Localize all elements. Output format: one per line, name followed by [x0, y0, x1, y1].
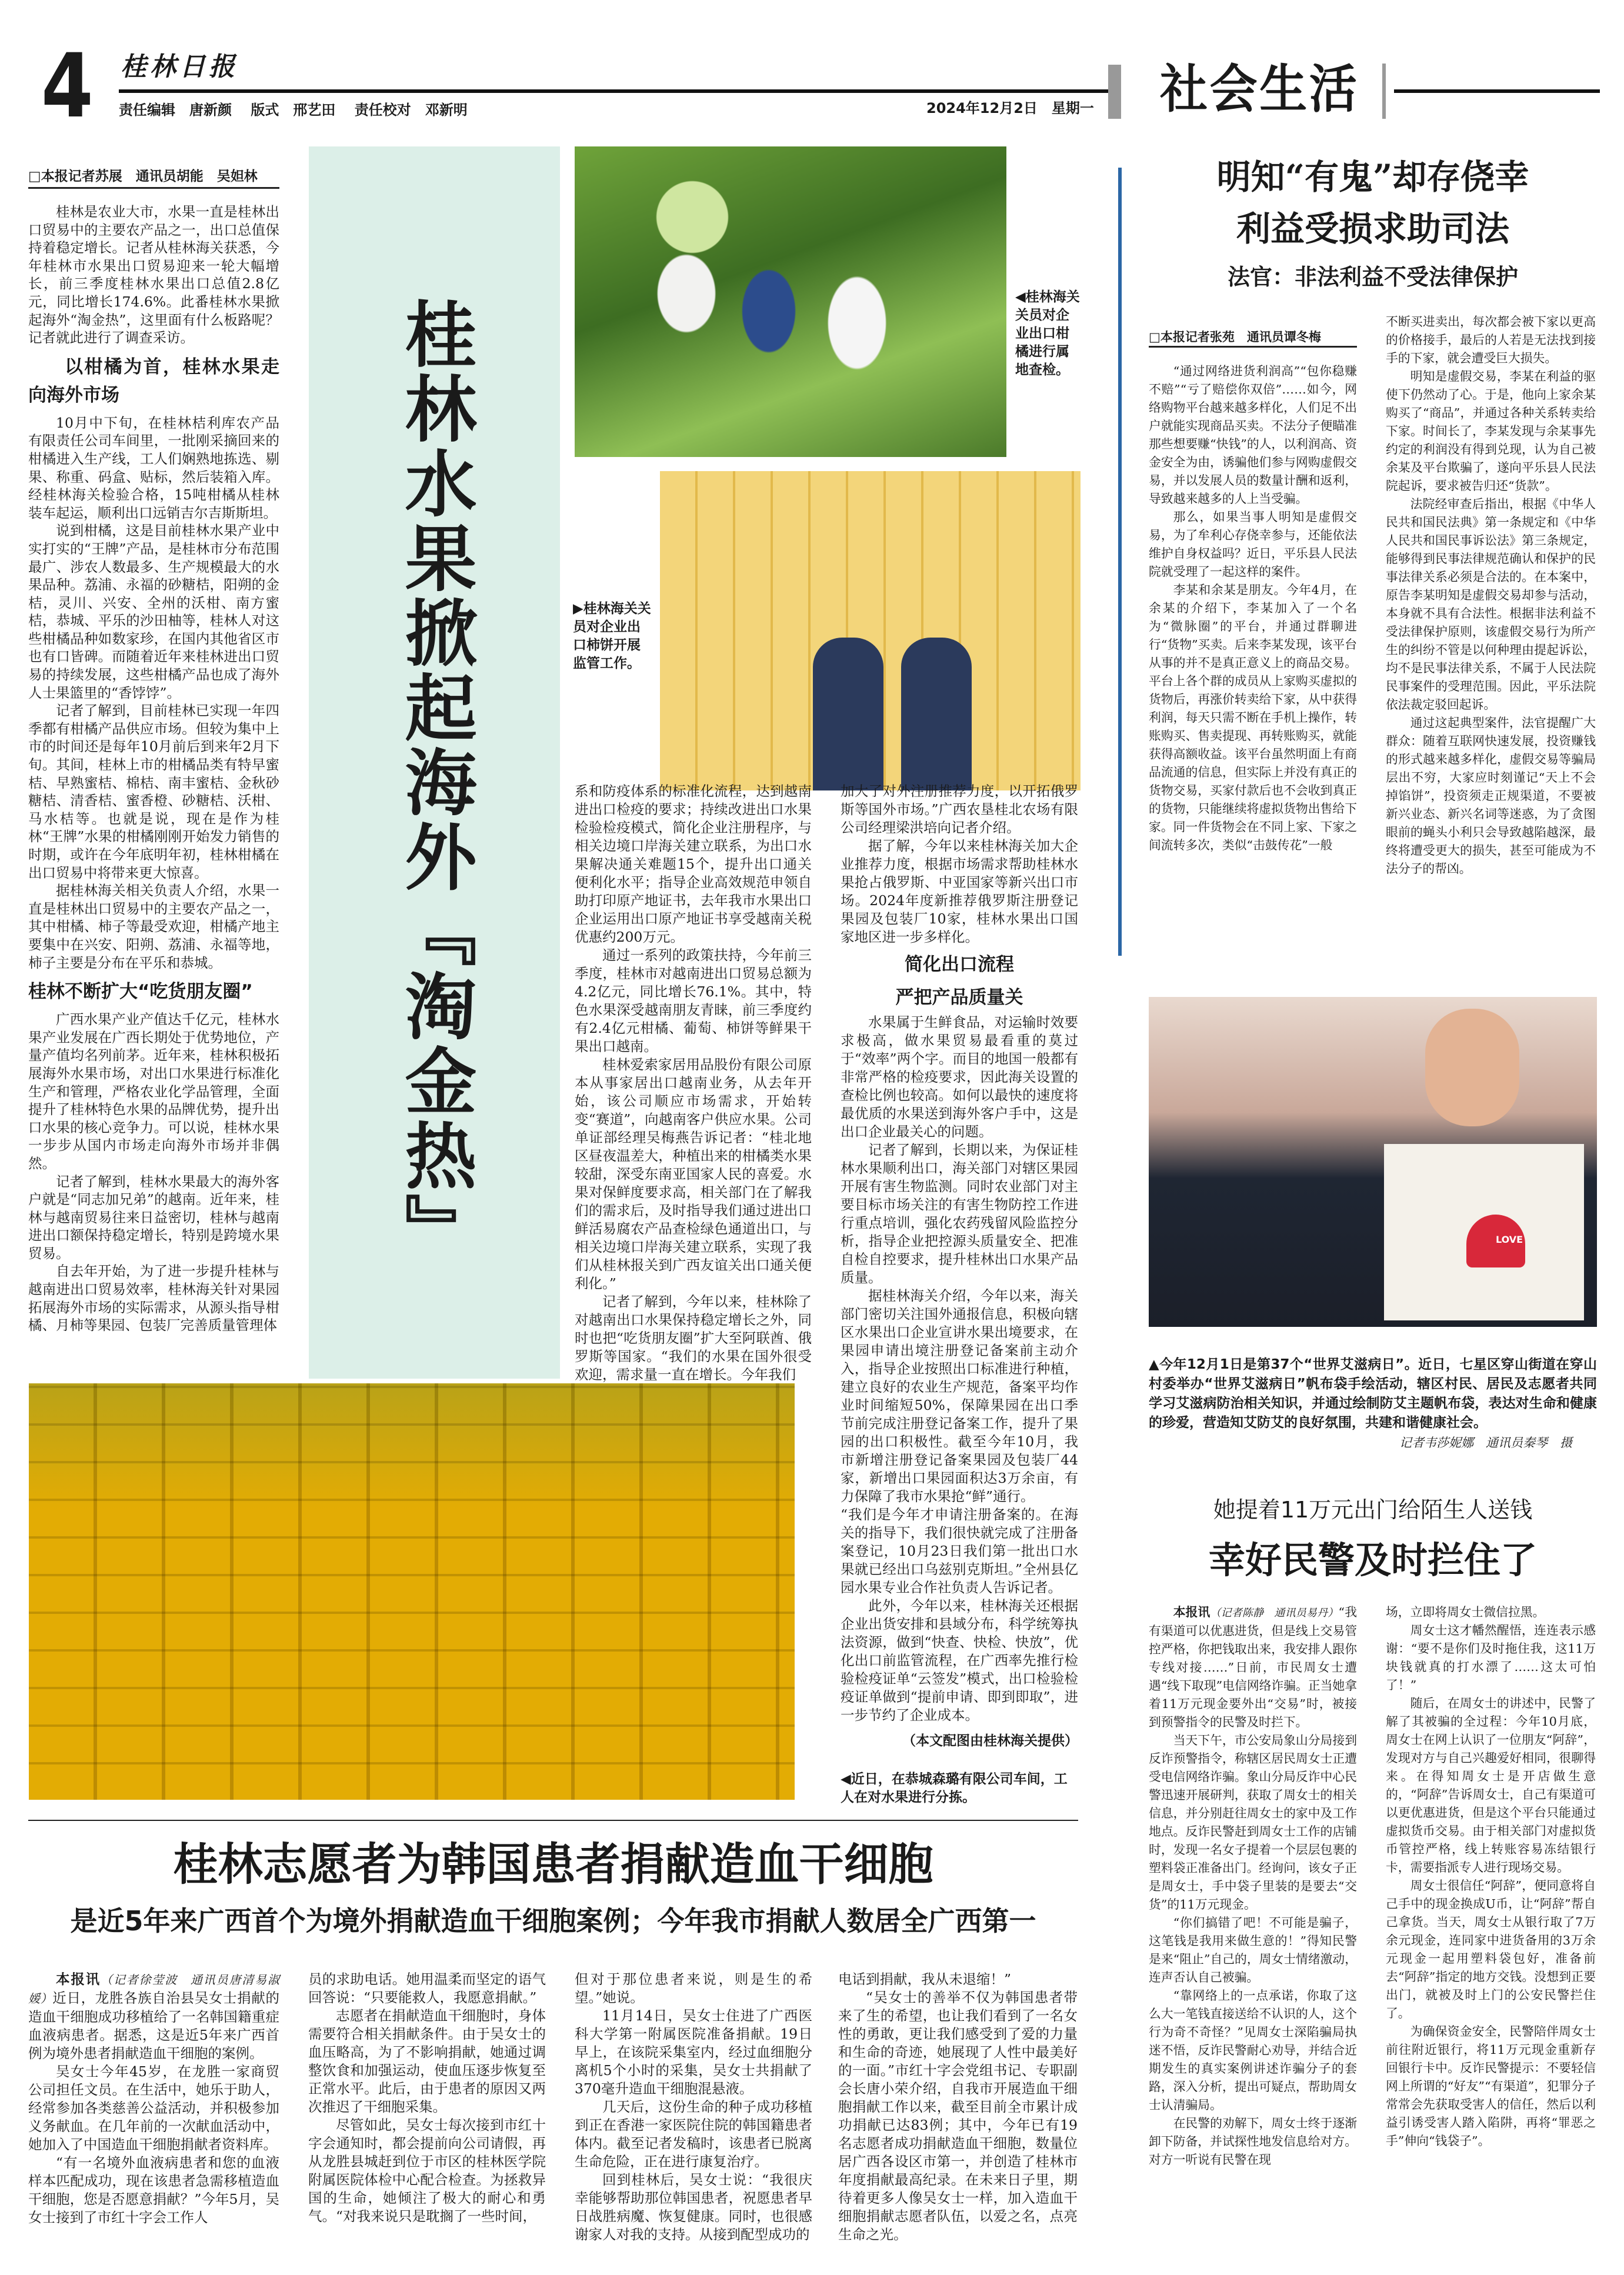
paragraph: 通过这起典型案件，法官提醒广大群众：随着互联网快速发展，投资赚钱的形式越来越多样化，虚假交易等骗局层出不穷，大家应时刻谨记“天上不会掉馅饼”，投资须走正规渠道，不要被新兴业态、新兴名词等迷惑，为了贪图眼前的蝇头小利只会导致越陷越深，最终将遭受更大的损失，甚至可能成为不法分子的帮凶。 — [1386, 716, 1596, 876]
lead-label: 本报讯 — [1173, 1605, 1211, 1619]
divider — [28, 1820, 1078, 1821]
paragraph: “靠网络上的一点承诺，你取了这么大一笔钱直接送给不认识的人，这个行为奇不奇怪？”见周女士深陷骗局执迷不悟，反诈民警耐心劝导，并结合近期发生的真实案例讲述诈骗分子的套路，深入分析，提出可疑点，帮助周女士认清骗局。 — [1149, 1989, 1357, 2112]
police-column-1-body — [1149, 1732, 1357, 2169]
paragraph: 尽管如此，吴女士每次接到市红十字会通知时，都会提前向公司请假，再从龙胜县城赶到位于市区的桂林医学院附属医院体检中心配合检查。为拯救异国的生命，她倾注了极大的耐心和勇气。“对我来说只是耽搁了一些时间， — [308, 2117, 546, 2224]
paragraph: 当天下午，市公安局象山分局接到反诈预警指令，称辖区居民周女士正遭受电信网络诈骗。象山分局反诈中心民警迅速开展研判，获取了周女士的相关信息，并分别赶往周女士的家中及工作地点。反诈民警赶到周女士工作的店铺时，发现一名女子提着一个层层包裹的塑料袋正准备出门。经询问，该女子正是周女士，手中袋子里装的是要去“交货”的11万元现金。 — [1149, 1733, 1357, 1912]
donor-column-2 — [308, 1970, 546, 2226]
donor-headline: 桂林志愿者为韩国患者捐献造血干细胞 — [173, 1838, 933, 1890]
aids-day-photo — [1149, 997, 1597, 1327]
reporters: （记者陈静 通讯员易丹） — [1210, 1607, 1339, 1619]
paragraph: 10月中下旬，在桂林桔利库农产品有限责任公司车间里，一批刚采摘回来的柑橘进入生产线，工人们娴熟地拣选、剔果、称重、码盒、贴标，然后装箱入库。经桂林海关检验合格，15吨柑橘从桂林装车起运，顺利出口远销吉尔吉斯斯坦。 — [28, 414, 279, 521]
donor-column-1 — [28, 1970, 279, 2227]
donor-column-4 — [838, 1970, 1078, 2244]
paragraph: 加大了对外注册推荐力度，以开拓俄罗斯等国外市场。”广西农垦桂北农场有限公司经理梁洪培向记者介绍。 — [841, 783, 1078, 836]
paragraph: 场，立即将周女士微信拉黑。 — [1386, 1605, 1545, 1619]
masthead-rule — [119, 89, 1108, 93]
fruit-column-b — [841, 782, 1078, 1724]
donor-column-1-body — [28, 2063, 279, 2227]
paragraph: 自去年开始，为了进一步提升桂林与越南进出口贸易效率，桂林海关针对果园拓展海外市场的实际需求，从源头指导柑橘、月柿等果园、包装厂完善质量管理体 — [28, 1263, 279, 1334]
photo-caption: ◀桂林海关关员对企业出口柑橘进行属地查检。 — [1015, 289, 1080, 378]
warehouse-inspection-photo — [660, 471, 1081, 790]
police-column-2 — [1386, 1603, 1596, 2150]
paragraph: 员的求助电话。她用温柔而坚定的语气回答说：“只要能救人，我愿意捐献。” — [308, 1971, 546, 2006]
person-face — [1425, 1009, 1519, 1126]
orchard-inspection-photo — [575, 146, 1006, 457]
fruit-headline: 桂林水果掀起海外『淘金热』 — [393, 296, 476, 1268]
paragraph: 那么，如果当事人明知是虚假交易，为了牟利心存侥幸参与，还能依法维护自身权益吗？近日，平乐县人民法院就受理了一起这样的案件。 — [1149, 510, 1357, 579]
issue-date: 2024年12月2日 星期一 — [926, 100, 1094, 116]
donor-subheadline: 是近5年来广西首个为境外捐献造血干细胞案例；今年我市捐献人数居全广西第一 — [70, 1905, 1036, 1937]
paragraph: 几天后，这份生命的种子成功移植到正在香港一家医院住院的韩国籍患者体内。截至记者发稿时，该患者已脱离生命危险，正在进行康复治疗。 — [575, 2099, 812, 2170]
section-bar — [1382, 64, 1386, 119]
law-headline: 利益受损求助司法 — [1236, 209, 1509, 249]
paragraph: “吴女士的善举不仅为韩国患者带来了生的希望，也让我们看到了一名女性的勇敢，更让我们感受到了爱的力量和生命的奇迹，她展现了人性中最美好的一面。”市红十字会党组书记、专职副会长唐小荣介绍，自我市开展造血干细胞捐献工作以来，截至目前全市累计成功捐献已达83例；其中，今年已有19名志愿者成功捐献造血干细胞，数量位居广西各设区市第一，并创造了桂林市年度捐献最高纪录。在未来日子里，期待着更多人像吴女士一样，加入造血干细胞捐献志愿者队伍，以爱之名，点亮生命之光。 — [838, 1989, 1078, 2243]
editor-credit: 版式 邢艺田 — [251, 102, 336, 118]
paragraph: 近日，龙胜各族自治县吴女士捐献的造血干细胞成功移植给了一名韩国籍重症血液病患者。据悉，这是近5年来广西首例为境外患者捐献造血干细胞的案例。 — [28, 1990, 280, 2061]
paragraph: 说到柑橘，这是目前桂林水果产业中实打实的“王牌”产品，是桂林市分布范围最广、涉农人数最多、生产规模最大的水果品种。荔浦、永福的砂糖桔，阳朔的金桔，灵川、兴安、全州的沃柑、南方蜜桔，恭城、平乐的沙田柚等，桂林人对这些柑橘品种如数家珍，在国内其他省区市也有口皆碑。而随着近年来桂林进出口贸易的持续发展，这些柑橘产品也成了海外人士果篮里的“香饽饽”。 — [28, 522, 279, 701]
paragraph: 水果属于生鲜食品，对运输时效要求极高，做水果贸易最看重的莫过于“效率”两个字。而目的地国一般都有非常严格的检疫要求，因此海关设置的查检比例也较高。如何以最快的速度将最优质的水果送到海外客户手中，这是出口企业最关心的问题。 — [841, 1014, 1078, 1140]
paragraph: 吴女士今年45岁，在龙胜一家商贸公司担任文员。在生活中，她乐于助人，经常参加各类慈善公益活动，并积极参加义务献血。在几年前的一次献血活动中，她加入了中国造血干细胞捐献者资料库。 — [28, 2063, 279, 2153]
paragraph: 桂林是农业大市，水果一直是桂林出口贸易中的主要农产品之一，出口总值保持着稳定增长。记者从桂林海关获悉，今年桂林市水果出口贸易迎来一轮大幅增长，前三季度桂林水果出口总值2.8亿元，同比增长174.6%。此番桂林水果掀起海外“淘金热”，这里面有什么板路呢？记者就此进行了调查采访。 — [28, 204, 279, 346]
lead-label: 本报讯 — [56, 1971, 101, 1987]
accent-rule — [1118, 168, 1122, 956]
law-headline: 明知“有鬼”却存侥幸 — [1216, 157, 1529, 197]
paragraph: “我有渠道可以优惠进货，但是线上交易管控严格，你把钱取出来，我安排人跟你专线对接……”日前，市民周女士遭遇“线下取现”电信网络诈骗。正当她拿着11万元现金要外出“交易”时，被接到预警指令的民警及时拦下。 — [1149, 1605, 1358, 1729]
photo-credit: 记者韦莎妮娜 通讯员秦琴 摄 — [1399, 1436, 1572, 1450]
paragraph: “你们搞错了吧！不可能是骗子，这笔钱是我用来做生意的！”得知民警是来“阻止”自己的，周女士情绪激动，连声否认自己被骗。 — [1149, 1916, 1358, 1984]
photo-caption: ▲今年12月1日是第37个“世界艾滋病日”。近日，七星区穿山街道在穿山村委举办“世界艾滋病日”帆布袋手绘活动，辖区村民、居民及志愿者共同学习艾滋病防治相关知识，并通过绘制防艾主题帆布袋，表达对生命和健康的珍爱，营造知艾防艾的良好氛围，共建和谐健康社会。 — [1149, 1357, 1597, 1430]
newspaper-logo: 桂林日报 — [121, 52, 238, 82]
paragraph: 在民警的劝解下，周女士终于逐渐卸下防备，并试探性地发信息给对方。对方一听说有民警在现 — [1149, 2116, 1357, 2167]
paragraph: 电话到捐献，我从未退缩！” — [838, 1971, 1012, 1987]
bag-text: LOVE — [1496, 1234, 1523, 1245]
subheading: 简化出口流程 — [905, 954, 1014, 975]
police-subheadline: 她提着11万元出门给陌生人送钱 — [1213, 1497, 1533, 1523]
law-column-1 — [1149, 362, 1357, 855]
officer-figure — [901, 638, 972, 790]
photo-credit: （本文配图由桂林海关提供） — [902, 1733, 1078, 1749]
section-title: 社会生活 — [1160, 59, 1359, 119]
paragraph: 为确保资金安全，民警陪伴周女士前往附近银行，将11万元现金重新存回银行卡中。反诈民警提示：不要轻信网上所谓的“好友”“有渠道”，犯罪分子常常会先获取受害人的信任，然后以利益引诱受害人踏入陷阱，再将“罪恶之手”伸向“钱袋子”。 — [1386, 2024, 1596, 2148]
law-byline: □本报记者张苑 通讯员谭冬梅 — [1149, 328, 1357, 348]
subheading: 桂林不断扩大“吃货朋友圈” — [28, 981, 253, 1003]
editor-credit: 责任校对 邓新明 — [354, 102, 468, 118]
paragraph: “通过网络进货利润高”“包你稳赚不赔”“亏了赔偿你双倍”……如今，网络购物平台越来越多样化，人们足不出户就能实现商品买卖。不法分子便瞄准那些想要赚“快钱”的人，以利润高、资金安全为由，诱骗他们参与网购虚假交易，并以发展人员的数量计酬和返利，导致越来越多的人上当受骗。 — [1149, 364, 1358, 506]
paragraph: 但对于那位患者来说，则是生的希望。”她说。 — [575, 1971, 812, 2006]
paragraph: 据了解，今年以来桂林海关加大企业推荐力度，根据市场需求帮助桂林水果抢占俄罗斯、中亚国家等新兴出口市场。2024年度新推荐俄罗斯注册登记果园及包装厂10家，桂林水果出口国家地区进一步多样化。 — [841, 838, 1078, 945]
paragraph: 记者了解到，长期以来，为保证桂林水果顺利出口，海关部门对辖区果园开展有害生物监测。同时农业部门对主要目标市场关注的有害生物防控工作进行重点培训，强化农药残留风险监控分析，指导企业把控源头质量安全、把准自检自控要求，提升桂林出口水果产品质量。 — [841, 1142, 1078, 1286]
paragraph: 志愿者在捐献造血干细胞时，身体需要符合相关捐献条件。由于吴女士的血压略高，为了不影响捐献，她通过调整饮食和加强运动，使血压逐步恢复至正常水平。此后，由于患者的原因又两次推迟了干细胞采集。 — [308, 2007, 546, 2115]
paragraph: 周女士很信任“阿辞”，便同意将自己手中的现金换成U币，让“阿辞”帮自己拿货。当天，周女士从银行取了7万余元现金，连同家中进货备用的3万余元现金一起用塑料袋包好，准备前去“阿辞”指定的地方交钱。没想到正要出门，就被及时上门的公安民警拦住了。 — [1386, 1879, 1596, 2020]
fruit-column-left — [28, 203, 279, 1335]
paragraph: 此外，今年以来，桂林海关还根据企业出货安排和县域分布，科学统筹执法资源，做到“快查、快检、快放”，优化出口前监管流程，在广西率先推行检验检疫证单“云签发”模式，出口检验检疫证单做到“提前申请、即到即取”，进一步节约了企业成本。 — [841, 1597, 1078, 1723]
photo-caption: ▶桂林海关关员对企业出口柿饼开展监管工作。 — [573, 601, 651, 671]
editor-credit: 责任编辑 唐新颜 — [119, 102, 232, 118]
paragraph: “我们是今年才申请注册备案的。在海关的指导下，我们很快就完成了注册备案登记，10月23日我们第一批出口水果就已经出口乌兹别克斯坦。”全州县亿园水果专业合作社负责人告诉记者。 — [841, 1506, 1078, 1596]
paragraph: 记者了解到，桂林水果最大的海外客户就是“同志加兄弟”的越南。近年来，桂林与越南贸易往来日益密切，桂林与越南进出口额保持稳定增长，特别是跨境水果贸易。 — [28, 1173, 279, 1262]
paragraph: 随后，在周女士的讲述中，民警了解了其被骗的全过程：今年10月底，周女士在网上认识了一位朋友“阿辞”，发现对方与自己兴趣爱好相同，很聊得来。在得知周女士是开店做生意的，“阿辞”告诉周女士，自己有渠道可以更优惠进货，但是这个平台只能通过虚拟货币交易。由于相关部门对虚拟货币管控严格，线上转账容易冻结银行卡，需要指派专人进行现场交易。 — [1386, 1696, 1596, 1874]
paragraph: 法院经审查后指出，根据《中华人民共和国民法典》第一条规定和《中华人民共和国民事诉讼法》第三条规定，能够得到民事法律规范确认和保护的民事法律关系必须是合法的。在本案中，原告李某明知是虚假交易却参与活动，本身就不具有合法性。根据非法利益不受法律保护原则，该虚假交易行为所产生的纠纷不管是以何种理由提起诉讼，均不是民事法律关系，不属于人民法院民事案件的受理范围。因此，平乐法院依法裁定驳回起诉。 — [1386, 497, 1596, 712]
paragraph: 广西水果产业产值达千亿元，桂林水果产业发展在广西长期处于优势地位，产量产值均名列前茅。近年来，桂林积极拓展海外水果市场，对出口水果进行标准化生产和管理，严格农业化学品管理，全面提升了桂林特色水果的品牌优势，提升出口水果的核心竞争力。可以说，桂林水果一步步从国内市场走向海外市场并非偶然。 — [28, 1011, 279, 1172]
subheading: 严把产品质量关 — [895, 987, 1023, 1008]
police-column-1 — [1149, 1603, 1357, 2169]
paragraph: 11月14日，吴女士住进了广西医科大学第一附属医院准备捐献。19日早上，在该院采集室内，经过血细胞分离机5个小时的采集，吴女士共捐献了370毫升造血干细胞混悬液。 — [575, 2007, 812, 2097]
section-bar — [1108, 65, 1121, 119]
donor-column-3 — [575, 1970, 812, 2244]
police-headline: 幸好民警及时拦住了 — [1208, 1539, 1537, 1582]
paragraph: 系和防疫体系的标准化流程，达到越南进出口检疫的要求；持续改进出口水果检验检疫模式，简化企业注册程序，与相关边境口岸海关建立联系，为出口水果解决通关难题15个，提升出口通关便利化水平；指导企业高效规范申领自助打印原产地证书，去年我市水果出口企业运用出口原产地证书享受越南关税优惠约200万元。 — [575, 783, 812, 945]
paragraph: 明知是虚假交易，李某在利益的驱使下仍然动了心。于是，他向上家余某购买了“商品”，并通过各种关系转卖给下家。时间长了，李某发现与余某事先约定的利润没有得到兑现，认为自己被余某及平台欺骗了，遂向平乐县人民法院起诉，要求被告归还“货款”。 — [1386, 369, 1596, 493]
paragraph: 记者了解到，今年以来，桂林除了对越南出口水果保持稳定增长之外，同时也把“吃货朋友圈”扩大至阿联酋、俄罗斯等国家。“我们的水果在国外很受欢迎，需求量一直在增长。今年我们 — [575, 1293, 812, 1383]
photo-caption: ◀近日，在恭城森璐有限公司车间，工人在对水果进行分拣。 — [841, 1772, 1068, 1805]
paragraph: 回到桂林后，吴女士说：“我很庆幸能够帮助那位韩国患者，祝愿患者早日战胜病魔、恢复健康。同时，也很感谢家人对我的支持。从接到配型成功的 — [575, 2171, 812, 2243]
masthead-rule — [1394, 89, 1600, 93]
paragraph: 桂林爱索家居用品股份有限公司原本从事家居出口越南业务，从去年开始，该公司顺应市场需求，开始转变“赛道”，向越南客户供应水果。公司单证部经理吴梅燕告诉记者：“桂北地区昼夜温差大，种植出来的柑橘类水果较甜，深受东南亚国家人民的喜爱。水果对保鲜度要求高，相关部门在了解我们的需求后，及时指导我们通过进出口鲜活易腐农产品查检绿色通道出口，与相关边境口岸海关建立联系，实现了我们从桂林报关到广西友谊关出口通关便利化。” — [575, 1056, 812, 1292]
law-subheadline: 法官：非法利益不受法律保护 — [1227, 264, 1518, 290]
paragraph: “有一名境外血液病患者和您的血液样本匹配成功，现在该患者急需移植造血干细胞，您是否愿意捐献？”今年5月，吴女士接到了市红十字会工作人 — [28, 2154, 279, 2226]
law-column-2 — [1386, 313, 1596, 878]
paragraph: 李某和余某是朋友。今年4月，在余某的介绍下，李某加入了一个名为“微脉圈”的平台，并通过群聊进行“货物”买卖。后来李某发现，该平台从事的并不是真正意义上的商品交易。平台上各个群的成员从上家购买虚拟的货物后，再涨价转卖给下家，从中获得利润，每天只需不断在手机上操作，转账购买、售卖提现、再转账购买，就能获得高额收益。该平台虽然明面上有商品流通的信息，但实际上并没有真正的货物交易，买家付款后也不会收到真正的货物，只能继续将虚拟货物出售给下家。同一件货物会在不同上家、下家之间流转多次，类似“击鼓传花”一般 — [1149, 583, 1358, 852]
paragraph: 据桂林海关相关负责人介绍，水果一直是桂林出口贸易中的主要农产品之一，其中柑橘、柿子等最受欢迎，柑橘产地主要集中在兴安、阳朔、荔浦、永福等地，柿子主要是分布在平乐和恭城。 — [28, 882, 279, 971]
fruit-column-a — [575, 782, 812, 1384]
paragraph: 记者了解到，目前桂林已实现一年四季都有柑橘产品供应市场。但较为集中上市的时间还是每年10月前后到来年2月下旬。其间，桂林上市的柑橘品类有特早蜜桔、早熟蜜桔、棉桔、南丰蜜桔、金秋砂糖桔、清香桔、蜜香橙、砂糖桔、沃柑、马水桔等。也就是说，现在是作为桂林“王牌”水果的柑橘刚刚开始发力销售的时期，或许在今年底明年初，桂林柑橘在出口贸易中将带来更大惊喜。 — [28, 702, 279, 881]
officer-figure — [813, 638, 883, 790]
page-number: 4 — [41, 35, 94, 138]
paragraph: 周女士这才幡然醒悟，连连表示感谢：“要不是你们及时拖住我，这11万块钱就真的打水漂了……这太可怕了！” — [1386, 1623, 1596, 1692]
reporters: （记者徐莹波 通讯员唐清易淑媛） — [28, 1973, 279, 2006]
editor-credits — [119, 103, 482, 117]
paragraph: 通过一系列的政策扶持，今年前三季度，桂林市对越南进出口贸易总额为4.2亿元，同比增长76.1%。其中，特色水果深受越南朋友青睐，前三季度约有2.4亿元柑橘、葡萄、柿饼等鲜果干果出口越南。 — [575, 947, 812, 1055]
fruit-byline: □本报记者苏展 通讯员胡能 吴妲林 — [28, 166, 279, 189]
subheading: 以柑橘为首，桂林水果走向海外市场 — [28, 356, 279, 406]
fruit-sorting-photo — [29, 1383, 795, 1800]
paragraph: 据桂林海关介绍，今年以来，海关部门密切关注国外通报信息，积极向辖区水果出口企业宣讲水果出境要求，在果园申请出境注册登记备案前主动介入，指导企业按照出口标准进行种植，建立良好的农业生产规范，备案平均作业时间缩短50%，保障果园在出口季节前完成注册登记备案工作，提升了果园的出口积极性。截至今年10月，我市新增注册登记备案果园及包装厂44家，新增出口果园面积达3万余亩，有力保障了我市水果抢“鲜”通行。 — [841, 1287, 1078, 1505]
paragraph: 不断买进卖出，每次都会被下家以更高的价格接手，最后的人若是无法找到接手的下家，就会遭受巨大损失。 — [1386, 315, 1596, 365]
